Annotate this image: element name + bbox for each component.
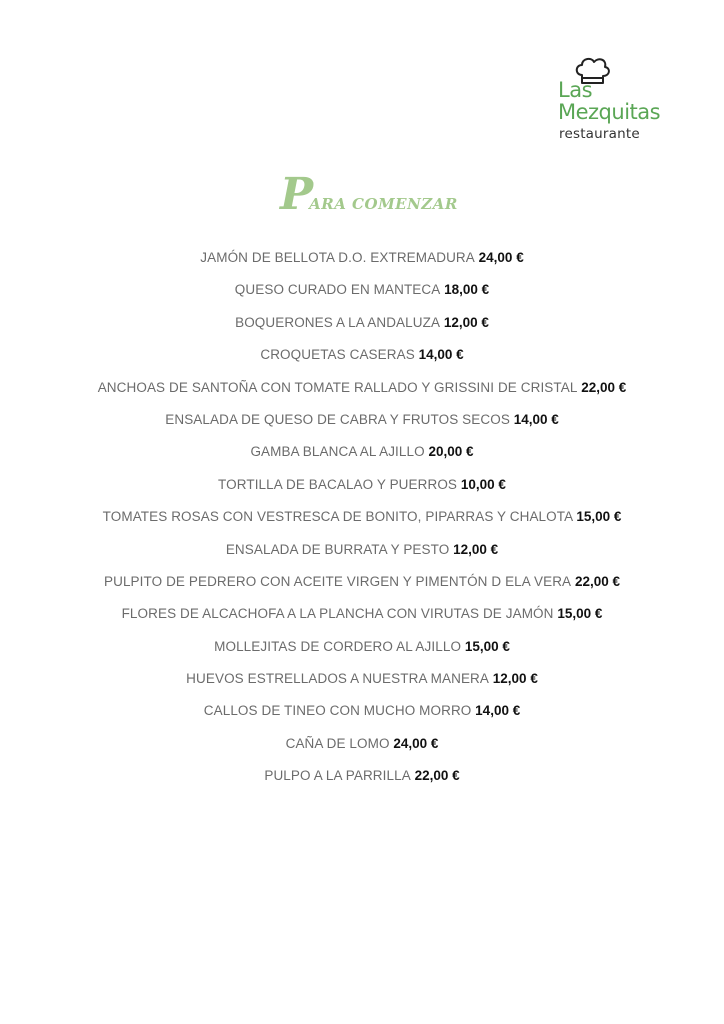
menu-item (0, 246, 724, 278)
menu-item (0, 667, 724, 699)
dish-price: 18,00 € (444, 282, 490, 298)
dish-price: 12,00 € (453, 541, 499, 557)
logo-text-restaurante: restaurante (559, 126, 640, 142)
dish-name: CROQUETAS CASERAS (260, 347, 415, 363)
section-title-rest: ARA COMENZAR (309, 195, 458, 213)
dish-price: 15,00 € (576, 509, 622, 525)
dish-price: 10,00 € (460, 476, 506, 492)
menu-item (0, 408, 724, 440)
dish-name: MOLLEJITAS DE CORDERO AL AJILLO (214, 638, 462, 654)
dish-name: ENSALADA DE BURRATA Y PESTO (225, 541, 450, 557)
dish-name: JAMÓN DE BELLOTA D.O. EXTREMADURA (200, 250, 475, 265)
dish-name: TORTILLA DE BACALAO Y PUERROS (218, 476, 461, 492)
menu-item (0, 343, 724, 375)
menu-list (0, 246, 724, 797)
menu-item (0, 699, 724, 731)
dish-price: 14,00 € (475, 703, 521, 719)
menu-item (0, 376, 724, 408)
menu-item (0, 602, 724, 634)
menu-item (0, 635, 724, 667)
dish-name: PULPO A LA PARRILLA (264, 768, 411, 784)
dish-price: 14,00 € (513, 411, 559, 427)
menu-item (0, 570, 724, 602)
dish-price: 14,00 € (418, 347, 464, 363)
menu-item (0, 311, 724, 343)
dish-name: FLORES DE ALCACHOFA A LA PLANCHA CON VIRUTAS DE JAMÓN (121, 606, 558, 622)
menu-item (0, 278, 724, 310)
menu-item (0, 538, 724, 570)
menu-item (0, 473, 724, 505)
menu-item (0, 732, 724, 764)
section-title-initial: P (280, 169, 314, 220)
dish-price: 12,00 € (443, 314, 489, 330)
dish-price: 20,00 € (428, 444, 474, 460)
dish-name: QUESO CURADO EN MANTECA (234, 282, 441, 298)
dish-name: GAMBA BLANCA AL AJILLO (250, 444, 425, 460)
dish-price: 22,00 € (574, 573, 620, 589)
dish-price: 24,00 € (478, 250, 524, 265)
dish-name: CALLOS DE TINEO CON MUCHO MORRO (203, 703, 472, 719)
dish-price: 24,00 € (393, 735, 439, 751)
dish-name: BOQUERONES A LA ANDALUZA (235, 314, 441, 330)
logo-text-las: Las (558, 78, 593, 102)
menu-item (0, 440, 724, 472)
dish-price: 15,00 € (557, 606, 603, 622)
dish-name: TOMATES ROSAS CON VESTRESCA DE BONITO, PIPARRAS Y CHALOTA (102, 509, 577, 525)
dish-name: HUEVOS ESTRELLADOS A NUESTRA MANERA (186, 671, 490, 687)
dish-price: 12,00 € (492, 671, 538, 687)
dish-name: ANCHOAS DE SANTOÑA CON TOMATE RALLADO Y GRISSINI DE CRISTAL (97, 379, 578, 395)
logo-text-mezquitas: Mezquitas (558, 100, 661, 124)
menu-item (0, 764, 724, 796)
dish-price: 22,00 € (581, 379, 627, 395)
restaurant-logo (557, 56, 677, 146)
menu-item (0, 505, 724, 537)
section-title (280, 169, 458, 220)
dish-price: 15,00 € (464, 638, 510, 654)
dish-name: PULPITO DE PEDRERO CON ACEITE VIRGEN Y PIMENTÓN D ELA VERA (104, 573, 572, 589)
dish-name: ENSALADA DE QUESO DE CABRA Y FRUTOS SECOS (165, 411, 510, 427)
dish-price: 22,00 € (414, 768, 460, 784)
dish-name: CAÑA DE LOMO (285, 735, 390, 751)
